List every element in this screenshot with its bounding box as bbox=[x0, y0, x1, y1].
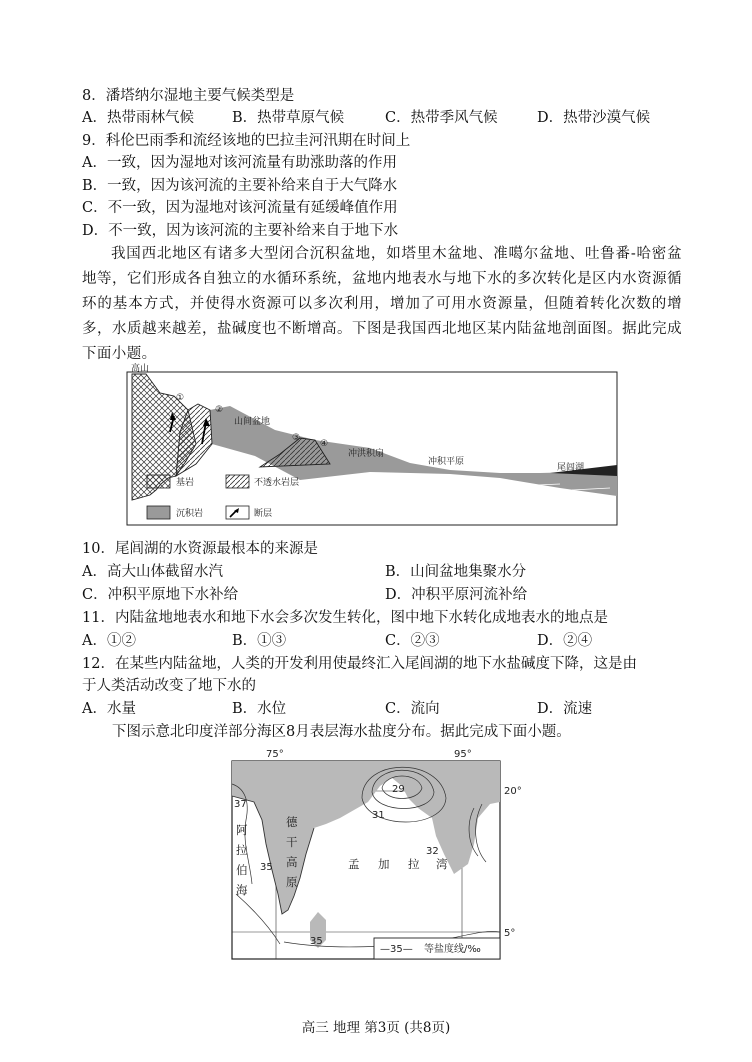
q10-option-c: C．冲积平原地下水补给 bbox=[82, 587, 239, 603]
legend-sediment-swatch bbox=[147, 506, 170, 519]
q9-option-b: B．一致，因为该河流的主要补给来自于大气降水 bbox=[82, 178, 398, 194]
legend-bedrock-label: 基岩 bbox=[176, 478, 195, 488]
q8-option-b: B．热带草原气候 bbox=[232, 110, 345, 126]
contour-35a-label: 35 bbox=[260, 862, 273, 873]
lat-20-label: 20° bbox=[504, 786, 522, 797]
q11-option-d: D．②④ bbox=[537, 633, 593, 649]
legend-bedrock-swatch bbox=[147, 475, 170, 488]
intermountain-basin-label: 山间盆地 bbox=[234, 417, 271, 427]
high-mountain-label: 高山 bbox=[131, 364, 150, 374]
map-legend-line: —35— bbox=[380, 944, 413, 955]
deccan-char-1: 德 bbox=[286, 815, 298, 829]
q8-stem: 8．潘塔纳尔湿地主要气候类型是 bbox=[82, 88, 295, 104]
lat-5-label: 5° bbox=[504, 928, 516, 939]
bay-of-bengal-char-3: 拉 bbox=[408, 857, 420, 871]
contour-35b-label: 35 bbox=[310, 936, 323, 947]
legend-aquiclude-label: 不透水岩层 bbox=[254, 478, 300, 488]
contour-32-label: 32 bbox=[426, 846, 439, 857]
q9-option-c: C．不一致，因为湿地对该河流量有延缓峰值作用 bbox=[82, 200, 398, 216]
arabian-sea-char-4: 海 bbox=[236, 883, 248, 897]
q11-option-b: B．①③ bbox=[232, 633, 287, 649]
bay-of-bengal-char-2: 加 bbox=[378, 857, 390, 871]
q9-option-a: A．一致，因为湿地对该河流量有助涨助落的作用 bbox=[82, 155, 397, 171]
point-1-label: ① bbox=[176, 393, 185, 403]
q12-option-a: A．水量 bbox=[82, 701, 136, 717]
q8-option-d: D．热带沙漠气候 bbox=[537, 110, 651, 126]
terminal-lake-label: 尾闾湖 bbox=[557, 463, 585, 473]
alluvial-fan-label: 冲洪积扇 bbox=[348, 449, 385, 459]
lon-75-label: 75° bbox=[266, 749, 284, 760]
arabian-sea-char-2: 拉 bbox=[236, 843, 248, 857]
q11-option-a: A．①② bbox=[82, 633, 136, 649]
q8-option-c: C．热带季风气候 bbox=[385, 110, 498, 126]
page-footer: 高三 地理 第3页 (共8页) bbox=[301, 1020, 451, 1036]
q12-stem-line1: 12．在某些内陆盆地，人类的开发利用使最终汇入尾闾湖的地下水盐碱度下降，这是由 bbox=[82, 656, 637, 672]
q12-option-d: D．流速 bbox=[537, 701, 593, 717]
point-4-label: ④ bbox=[320, 439, 329, 449]
point-3-label: ③ bbox=[292, 433, 301, 443]
q12-option-c: C．流向 bbox=[385, 701, 440, 717]
passage-basin: 我国西北地区有诸多大型闭合沉积盆地，如塔里木盆地、准噶尔盆地、吐鲁番-哈密盆地等，它们形成各自独立的水循环系统，盆地内地表水与地下水的多次转化是区内水资源循环的基本方式，并使得水资源可以多次利用，增加了可用水资源量，但随着转化次数的增多，水质越来越差，盐碱度也不断增高。下图是我国西北地区某内陆盆地剖面图。据此完成下面小题。 bbox=[82, 246, 682, 362]
arabian-sea-char-1: 阿 bbox=[236, 823, 248, 837]
q11-option-c: C．②③ bbox=[385, 633, 440, 649]
q10-option-a: A．高大山体截留水汽 bbox=[82, 564, 223, 580]
q11-stem: 11．内陆盆地地表水和地下水会多次发生转化，图中地下水转化成地表水的地点是 bbox=[82, 610, 608, 626]
q10-stem: 10．尾闾湖的水资源最根本的来源是 bbox=[82, 541, 318, 557]
passage-salinity: 下图示意北印度洋部分海区8月表层海水盐度分布。据此完成下面小题。 bbox=[112, 724, 571, 740]
contour-37-label: 37 bbox=[234, 799, 247, 810]
bay-of-bengal-char-4: 湾 bbox=[436, 857, 448, 871]
map-legend-text: 等盐度线/‰ bbox=[424, 944, 481, 955]
salinity-map-figure bbox=[222, 744, 532, 964]
q10-option-b: B．山间盆地集聚水分 bbox=[385, 564, 527, 580]
legend-aquiclude-swatch bbox=[226, 475, 249, 488]
legend-sediment-label: 沉积岩 bbox=[176, 509, 204, 519]
q8-option-a: A．热带雨林气候 bbox=[82, 110, 194, 126]
contour-31-label: 31 bbox=[372, 810, 385, 821]
alluvial-plain-label: 冲积平原 bbox=[428, 457, 465, 467]
q9-option-d: D．不一致，因为该河流的主要补给来自于地下水 bbox=[82, 223, 399, 239]
q12-stem-line2: 于人类活动改变了地下水的 bbox=[82, 678, 256, 694]
deccan-char-3: 高 bbox=[286, 855, 298, 869]
deccan-char-4: 原 bbox=[286, 875, 298, 889]
bay-of-bengal-char-1: 孟 bbox=[348, 857, 360, 871]
q12-option-b: B．水位 bbox=[232, 701, 287, 717]
lon-95-label: 95° bbox=[454, 749, 472, 760]
contour-29-label: 29 bbox=[392, 784, 405, 795]
legend-fault-label: 断层 bbox=[254, 509, 273, 519]
point-2-label: ② bbox=[215, 405, 224, 415]
basin-profile-figure bbox=[120, 360, 622, 528]
deccan-char-2: 干 bbox=[286, 835, 298, 849]
q9-stem: 9．科伦巴雨季和流经该地的巴拉圭河汛期在时间上 bbox=[82, 133, 411, 149]
q10-option-d: D．冲积平原河流补给 bbox=[385, 587, 528, 603]
arabian-sea-char-3: 伯 bbox=[236, 863, 248, 877]
